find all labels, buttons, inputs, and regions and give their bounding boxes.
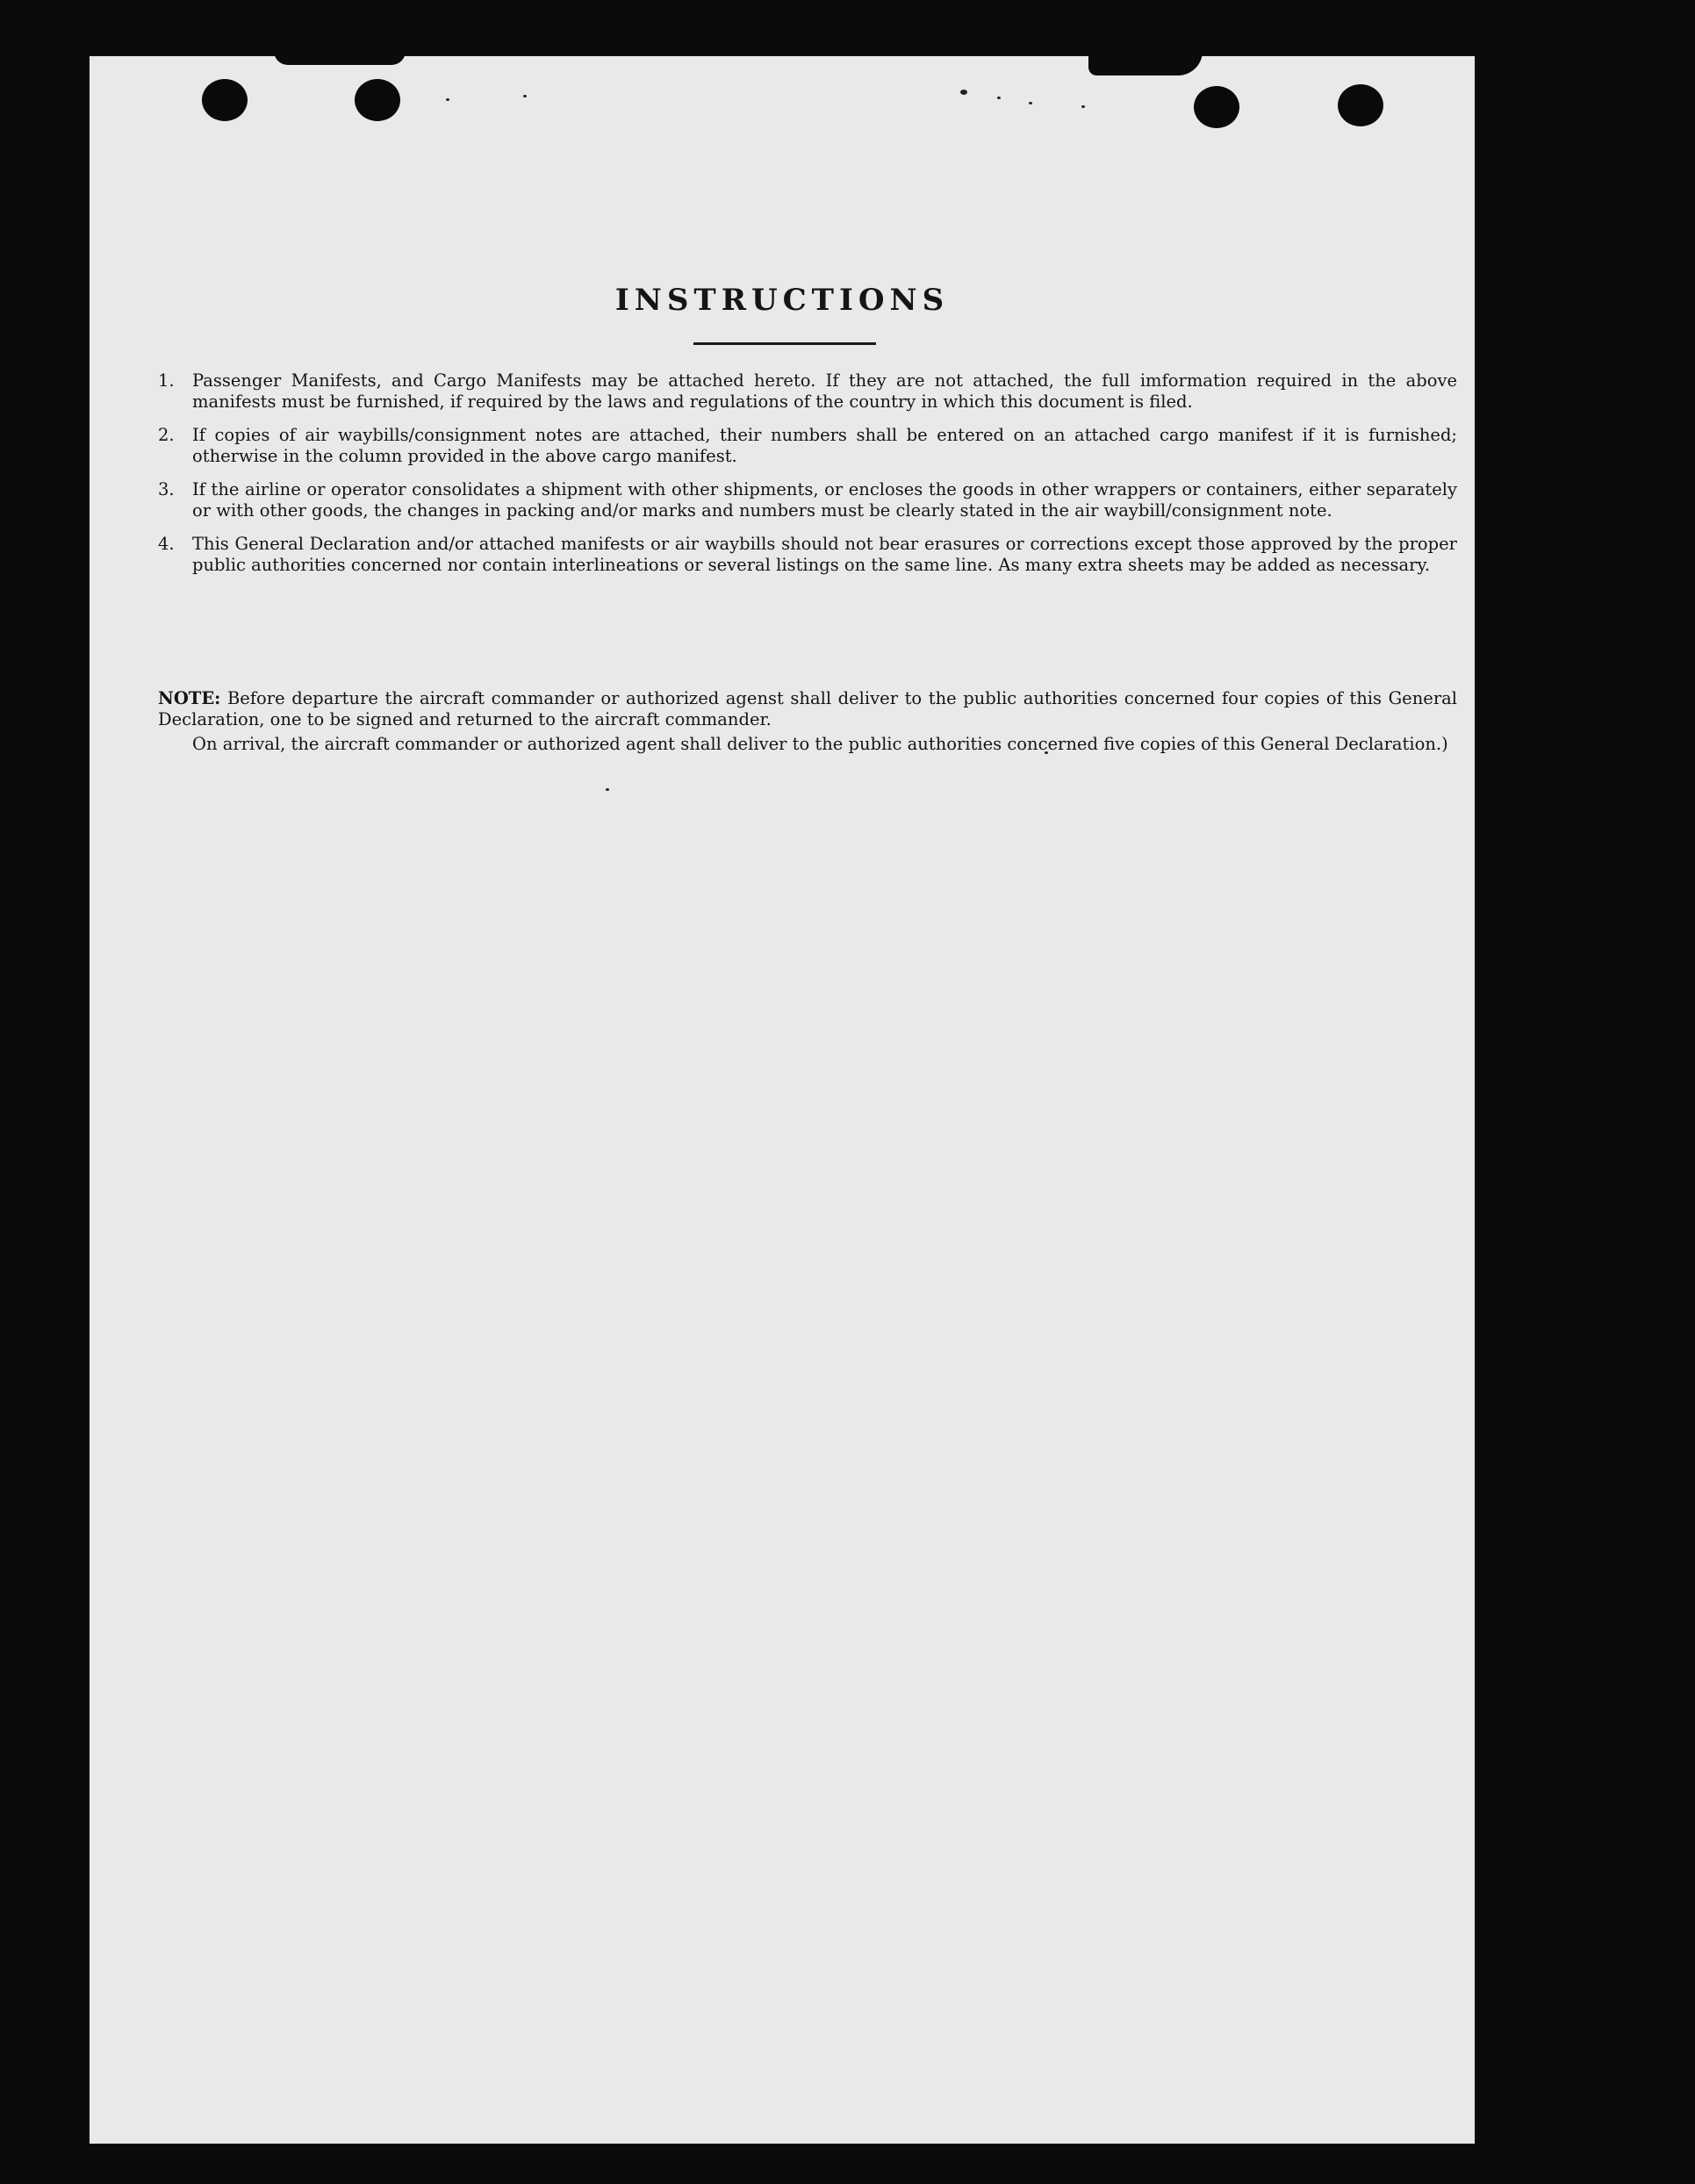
note-block [158,688,1457,755]
scan-speck [523,95,527,97]
scan-speck [606,788,609,791]
document-page [90,56,1475,2144]
list-item [158,534,1457,576]
scan-speck [960,90,967,95]
item-number: 4. [158,534,175,554]
scan-speck [446,98,449,101]
punch-hole [1338,84,1383,126]
note-paragraph: On arrival, the aircraft commander or authorized agent shall deliver to the public authorities concerned five copies of this General Declaration.) [192,734,1448,754]
item-number: 3. [158,479,175,499]
item-text: Passenger Manifests, and Cargo Manifests may be attached hereto. If they are not attached, the full imformation required in the above manifests must be furnished, if required by the laws and regulations of the country in which this document is filed. [192,370,1457,412]
instructions-list [158,370,1457,588]
torn-edge [274,51,406,65]
scan-speck [1029,102,1032,104]
punch-hole [1194,86,1239,128]
page-title: INSTRUCTIONS [614,283,950,318]
torn-edge [1088,51,1203,75]
title-underline [693,342,876,345]
note-text: Before departure the aircraft commander or authorized agenst shall deliver to the public authorities concerned four copies of this General Declaration, one to be signed and returned to the aircraft commander. [158,688,1457,729]
scan-speck [1081,105,1085,108]
item-text: This General Declaration and/or attached manifests or air waybills should not bear erasures or corrections except those approved by the proper public authorities concerned nor contain interlineations or several listings on the same line. As many extra sheets may be added as necessary. [192,534,1457,575]
list-item [158,425,1457,467]
list-item [158,479,1457,521]
item-text: If copies of air waybills/consignment notes are attached, their numbers shall be entered on an attached cargo manifest if it is furnished; otherwise in the column provided in the above cargo manifest. [192,425,1457,466]
item-text: If the airline or operator consolidates a shipment with other shipments, or encloses the goods in other wrappers or containers, either separately or with other goods, the changes in packing and/or marks and numbers must be clearly stated in the air waybill/consignment note. [192,479,1457,521]
note-label: NOTE: [158,688,221,708]
note-paragraph [158,688,1457,730]
list-item [158,370,1457,413]
item-number: 2. [158,425,175,445]
scan-speck [997,97,1001,99]
item-number: 1. [158,370,175,391]
punch-hole [355,79,400,121]
punch-hole [202,79,248,121]
